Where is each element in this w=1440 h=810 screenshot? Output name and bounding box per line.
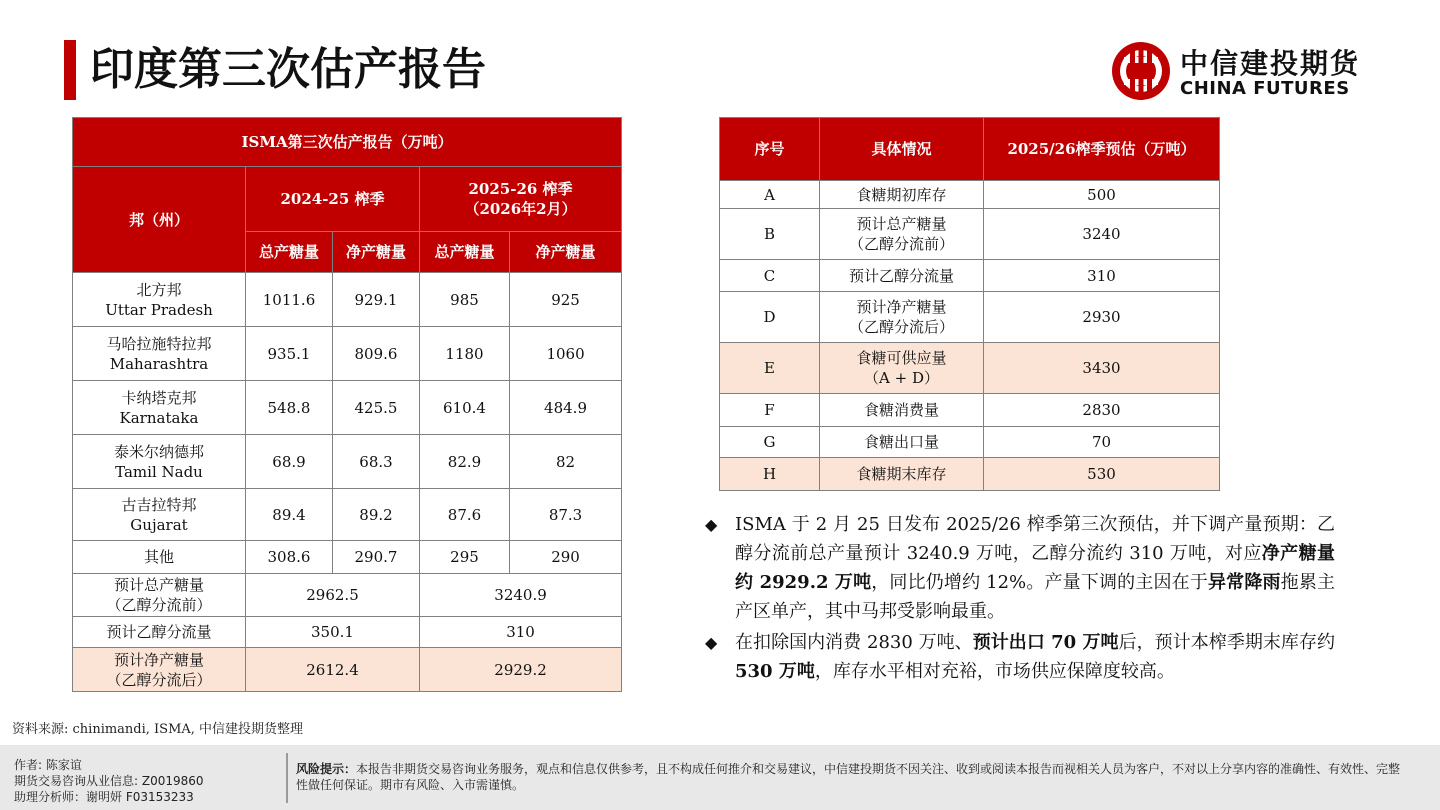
row-value: 2930 xyxy=(984,292,1220,343)
row-id: C xyxy=(720,260,820,292)
bullet-text xyxy=(735,510,1335,626)
title-accent-bar xyxy=(64,40,76,100)
state-en: Tamil Nadu xyxy=(115,462,203,481)
table-row-highlight xyxy=(720,343,1220,394)
summary-label-line2: （乙醇分流前） xyxy=(106,596,212,614)
row-id: A xyxy=(720,181,820,209)
logo-english-text: CHINA FUTURES xyxy=(1180,78,1350,99)
china-futures-emblem-icon xyxy=(1110,40,1172,102)
value-cell: 425.5 xyxy=(333,381,420,435)
value-cell: 610.4 xyxy=(420,381,510,435)
bullet-bold: 净产糖量约 2929.2 万吨 xyxy=(735,543,1335,593)
header-estimate: 2025/26榨季预估（万吨） xyxy=(984,118,1220,181)
row-label xyxy=(820,343,984,394)
value-cell: 548.8 xyxy=(246,381,333,435)
bullet-item xyxy=(705,510,1335,626)
row-id: B xyxy=(720,209,820,260)
header-item: 具体情况 xyxy=(820,118,984,181)
brand-logo xyxy=(1110,40,1380,104)
row-label: 食糖消费量 xyxy=(820,394,984,427)
value-cell: 295 xyxy=(420,541,510,574)
author-info xyxy=(14,757,204,805)
summary-value: 2962.5 xyxy=(246,574,420,617)
row-label xyxy=(820,209,984,260)
value-cell: 89.4 xyxy=(246,489,333,541)
bullet-bold: 530 万吨 xyxy=(735,661,815,682)
summary-row-highlight xyxy=(73,648,622,692)
row-label: 食糖期末库存 xyxy=(820,458,984,491)
summary-value: 2612.4 xyxy=(246,648,420,692)
value-cell: 87.3 xyxy=(510,489,622,541)
sub-header: 总产糖量 xyxy=(246,232,333,273)
summary-label xyxy=(73,648,246,692)
row-label-line1: 食糖可供应量 xyxy=(856,349,947,367)
table-caption: ISMA第三次估产报告（万吨） xyxy=(73,118,622,167)
table-row xyxy=(73,489,622,541)
row-value: 2830 xyxy=(984,394,1220,427)
bullet-bold: 预计出口 70 万吨 xyxy=(972,632,1119,653)
author-name: 作者: 陈家谊 xyxy=(14,758,82,772)
analysis-bullets xyxy=(705,510,1335,688)
value-cell: 809.6 xyxy=(333,327,420,381)
season-2025-header xyxy=(420,167,622,232)
row-value: 500 xyxy=(984,181,1220,209)
summary-label xyxy=(73,574,246,617)
bullet-span: 在扣除国内消费 2830 万吨、 xyxy=(735,632,973,653)
row-value: 70 xyxy=(984,427,1220,458)
state-cell xyxy=(73,327,246,381)
page-title: 印度第三次估产报告 xyxy=(90,44,486,95)
row-label: 预计乙醇分流量 xyxy=(820,260,984,292)
value-cell: 1180 xyxy=(420,327,510,381)
bullet-bold: 异常降雨 xyxy=(1208,572,1281,593)
data-source-note: 资料来源: chinimandi, ISMA, 中信建投期货整理 xyxy=(12,722,304,737)
row-label-line2: （乙醇分流前） xyxy=(848,235,954,253)
table-row xyxy=(73,435,622,489)
value-cell: 484.9 xyxy=(510,381,622,435)
summary-value: 310 xyxy=(420,617,622,648)
footer-divider xyxy=(286,753,288,803)
isma-estimate-table xyxy=(72,117,622,692)
state-cell xyxy=(73,489,246,541)
state-cn: 卡纳塔克邦 xyxy=(121,388,197,407)
state-cell xyxy=(73,381,246,435)
value-cell: 1011.6 xyxy=(246,273,333,327)
state-cell xyxy=(73,273,246,327)
bullet-span: ，同比仍增约 12%。产量下调的主因在于 xyxy=(871,572,1208,593)
value-cell: 82.9 xyxy=(420,435,510,489)
value-cell: 87.6 xyxy=(420,489,510,541)
summary-value: 350.1 xyxy=(246,617,420,648)
row-label: 食糖出口量 xyxy=(820,427,984,458)
row-value: 3240 xyxy=(984,209,1220,260)
state-en: Uttar Pradesh xyxy=(105,300,213,319)
row-id: F xyxy=(720,394,820,427)
season-2024-header: 2024-25 榨季 xyxy=(246,167,420,232)
summary-label-line2: （乙醇分流后） xyxy=(106,670,212,689)
table-row xyxy=(73,327,622,381)
table-row xyxy=(720,260,1220,292)
row-value: 310 xyxy=(984,260,1220,292)
row-label-line2: （A + D） xyxy=(864,369,939,387)
state-cn: 北方邦 xyxy=(136,280,182,299)
value-cell: 985 xyxy=(420,273,510,327)
row-label xyxy=(820,292,984,343)
bullet-span: ISMA 于 2 月 25 日发布 2025/26 榨季第三次预估，并下调产量预期：乙醇分流前总产量预计 3240.9 万吨，乙醇分流约 310 万吨，对应 xyxy=(735,514,1335,564)
value-cell: 929.1 xyxy=(333,273,420,327)
logo-chinese-text: 中信建投期货 xyxy=(1180,47,1361,80)
supply-balance-table xyxy=(719,117,1220,491)
table-row xyxy=(720,292,1220,343)
bullet-span: 后，预计本榨季期末库存约 xyxy=(1118,632,1335,653)
state-cn: 马哈拉施特拉邦 xyxy=(106,334,212,353)
value-cell: 82 xyxy=(510,435,622,489)
state-cn: 泰米尔纳德邦 xyxy=(113,442,204,461)
summary-value: 2929.2 xyxy=(420,648,622,692)
diamond-bullet-icon: ◆ xyxy=(705,633,718,652)
assistant-analyst: 助理分析师：谢明妍 F03153233 xyxy=(14,790,194,804)
state-cell xyxy=(73,435,246,489)
footer xyxy=(0,745,1440,810)
diamond-bullet-icon: ◆ xyxy=(705,515,718,534)
summary-value: 3240.9 xyxy=(420,574,622,617)
value-cell: 290.7 xyxy=(333,541,420,574)
sub-header: 净产糖量 xyxy=(510,232,622,273)
row-id: H xyxy=(720,458,820,491)
row-label-line2: （乙醇分流后） xyxy=(848,318,954,336)
bullet-span: 拖累主产区单产，其中马邦受影响最重。 xyxy=(735,572,1336,622)
table-row xyxy=(720,394,1220,427)
state-en: Karnataka xyxy=(119,408,199,427)
table-row xyxy=(73,541,622,574)
table-row xyxy=(73,273,622,327)
season-2025-line1: 2025-26 榨季 xyxy=(468,180,573,198)
row-id: D xyxy=(720,292,820,343)
table-row xyxy=(720,427,1220,458)
value-cell: 935.1 xyxy=(246,327,333,381)
summary-row xyxy=(73,574,622,617)
state-cell: 其他 xyxy=(73,541,246,574)
value-cell: 68.3 xyxy=(333,435,420,489)
row-label-line1: 预计总产糖量 xyxy=(856,215,947,233)
summary-label-line1: 预计总产糖量 xyxy=(113,576,204,594)
bullet-item xyxy=(705,628,1335,686)
row-value: 530 xyxy=(984,458,1220,491)
risk-label: 风险提示： xyxy=(296,762,357,776)
value-cell: 89.2 xyxy=(333,489,420,541)
header-index: 序号 xyxy=(720,118,820,181)
value-cell: 1060 xyxy=(510,327,622,381)
row-id: G xyxy=(720,427,820,458)
table-row xyxy=(720,209,1220,260)
table-row xyxy=(720,181,1220,209)
bullet-text xyxy=(735,628,1335,686)
value-cell: 68.9 xyxy=(246,435,333,489)
bullet-span: ，库存水平相对充裕，市场供应保障度较高。 xyxy=(814,661,1175,682)
table-row xyxy=(73,381,622,435)
season-2025-line2: （2026年2月） xyxy=(464,200,577,218)
value-cell: 290 xyxy=(510,541,622,574)
summary-label-line1: 预计净产糖量 xyxy=(113,650,204,669)
row-id: E xyxy=(720,343,820,394)
sub-header: 总产糖量 xyxy=(420,232,510,273)
value-cell: 925 xyxy=(510,273,622,327)
risk-text: 本报告非期货交易咨询业务服务，观点和信息仅供参考，且不构成任何推介和交易建议，中信建投期货不因关注、收到或阅读本报告而视相关人员为客户，不对以上分享内容的准确性、有效性、完整性做任何保证。期市有风险、入市需谨慎。 xyxy=(296,762,1401,792)
sub-header: 净产糖量 xyxy=(333,232,420,273)
table-row-highlight xyxy=(720,458,1220,491)
state-cn: 古吉拉特邦 xyxy=(121,495,197,514)
row-label-line1: 预计净产糖量 xyxy=(856,298,947,316)
state-en: Maharashtra xyxy=(109,354,209,373)
author-license: 期货交易咨询从业信息: Z0019860 xyxy=(14,774,204,788)
value-cell: 308.6 xyxy=(246,541,333,574)
row-label: 食糖期初库存 xyxy=(820,181,984,209)
row-value: 3430 xyxy=(984,343,1220,394)
risk-disclaimer xyxy=(296,761,1406,793)
state-header: 邦（州） xyxy=(73,167,246,273)
state-en: Gujarat xyxy=(130,515,188,534)
summary-label: 预计乙醇分流量 xyxy=(73,617,246,648)
summary-row xyxy=(73,617,622,648)
